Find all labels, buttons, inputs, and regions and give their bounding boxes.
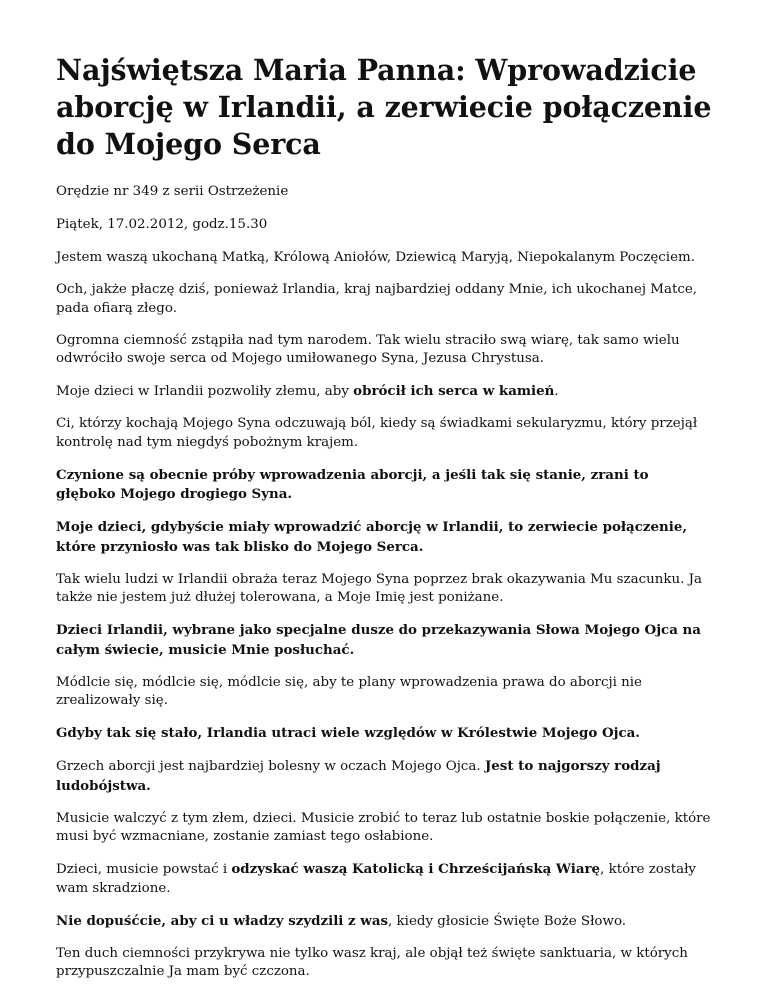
body-paragraph: Och, jakże płaczę dziś, ponieważ Irlandia, kraj najbardziej oddany Mnie, ich ukochanej Matce, pada ofiarą złego.	[56, 282, 698, 316]
body-paragraph: Ci, którzy kochają Mojego Syna odczuwają ból, kiedy są świadkami sekularyzmu, który przejął kontrolę nad tym niegdyś pobożnym krajem.	[56, 416, 698, 450]
body-paragraph: Ten duch ciemności przykrywa nie tylko wasz kraj, ale objął też święte sanktuaria, w których przypuszczalnie Ja mam być czczona.	[56, 945, 688, 979]
emphasized-text: Moje dzieci, gdybyście miały wprowadzić aborcję w Irlandii, to zerwiecie połączenie, które przyniosło was tak blisko do Mojego Serca.	[56, 519, 687, 555]
message-body	[56, 249, 712, 982]
body-paragraph	[56, 757, 712, 796]
emphasized-text: Gdyby tak się stało, Irlandia utraci wiele względów w Królestwie Mojego Ojca.	[56, 725, 640, 741]
body-paragraph: Tak wielu ludzi w Irlandii obraża teraz Mojego Syna poprzez brak okazywania Mu szacunku. Ja także nie jestem już dłużej tolerowana, a Moje Imię jest poniżane.	[56, 571, 702, 605]
body-paragraph	[56, 518, 712, 557]
page-title: Najświętsza Maria Panna: Wprowadzicie aborcję w Irlandii, a zerwiecie połączenie do Mojego Serca	[56, 53, 712, 161]
body-paragraph: Ogromna ciemność zstąpiła nad tym narodem. Tak wielu straciło swą wiarę, tak samo wielu odwróciło swoje serca od Mojego umiłowanego Syna, Jezusa Chrystusa.	[56, 332, 680, 366]
body-paragraph: Módlcie się, módlcie się, módlcie się, aby te plany wprowadzenia prawa do aborcji nie zrealizowały się.	[56, 674, 642, 708]
emphasized-text: Jest to najgorszy rodzaj ludobójstwa.	[56, 758, 661, 794]
message-date: Piątek, 17.02.2012, godz.15.30	[56, 217, 268, 232]
message-series: Orędzie nr 349 z serii Ostrzeżenie	[56, 184, 289, 199]
body-paragraph	[56, 912, 712, 932]
emphasized-text: odzyskać waszą Katolicką i Chrześcijańską Wiarę	[231, 861, 601, 877]
body-paragraph	[56, 382, 712, 402]
paragraph-text: .	[554, 384, 559, 399]
emphasized-text: Dzieci Irlandii, wybrane jako specjalne dusze do przekazywania Słowa Mojego Ojca na całym świecie, musicie Mnie posłuchać.	[56, 622, 701, 658]
paragraph-text: Grzech aborcji jest najbardziej bolesny w oczach Mojego Ojca.	[56, 759, 485, 774]
paragraph-text: Dzieci, musicie powstać i	[56, 862, 232, 877]
paragraph-text: , które zostały wam skradzione.	[56, 862, 696, 896]
paragraph-text: , kiedy głosicie Święte Boże Słowo.	[388, 913, 627, 929]
body-paragraph	[56, 466, 712, 505]
body-paragraph	[56, 860, 712, 898]
body-paragraph: Musicie walczyć z tym złem, dzieci. Musicie zrobić to teraz lub ostatnie boskie połączenie, które musi być wzmacniane, zostanie zamiast tego osłabione.	[56, 810, 711, 844]
body-paragraph	[56, 621, 712, 660]
emphasized-text: Nie dopuśćcie, aby ci u władzy szydzili z was	[56, 912, 389, 929]
emphasized-text: obrócił ich serca w kamień	[353, 383, 555, 399]
body-paragraph: Jestem waszą ukochaną Matką, Królową Aniołów, Dziewicą Maryją, Niepokalanym Poczęciem.	[56, 250, 695, 265]
paragraph-text: Moje dzieci w Irlandii pozwoliły złemu, aby	[56, 384, 354, 399]
body-paragraph	[56, 724, 712, 744]
emphasized-text: Czynione są obecnie próby wprowadzenia aborcji, a jeśli tak się stanie, zrani to głęboko Mojego drogiego Syna.	[56, 466, 649, 502]
